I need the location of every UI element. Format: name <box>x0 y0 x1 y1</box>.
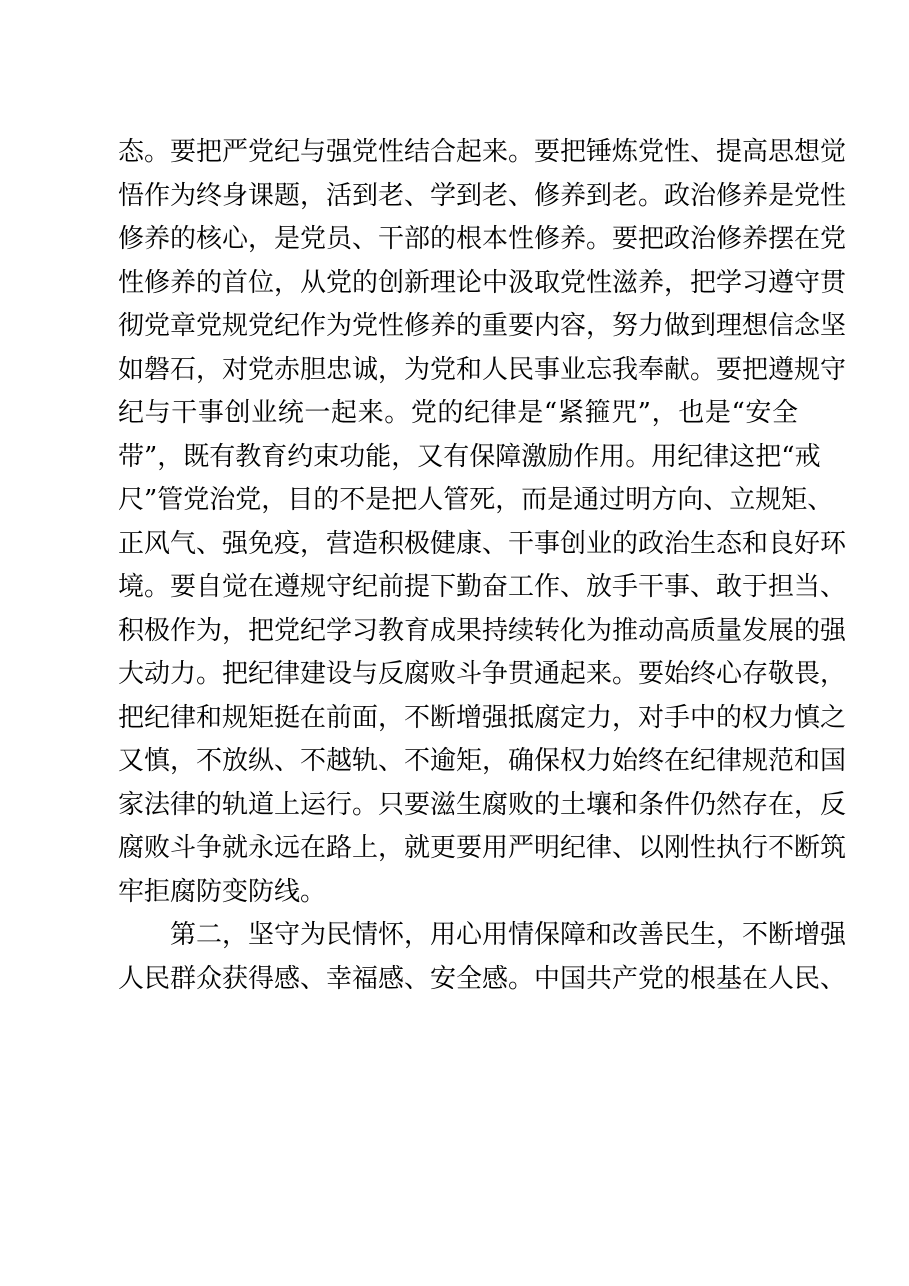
text-line: 把纪律和规矩挺在前面，不断增强抵腐定力，对手中的权力慎之 <box>118 702 847 733</box>
text-line: 境。要自觉在遵规守纪前提下勤奋工作、放手干事、敢于担当、 <box>118 572 847 602</box>
text-line-paragraph-start: 第二，坚守为民情怀，用心用情保障和改善民生，不断增强 <box>170 920 847 950</box>
text-line: 人民群众获得感、幸福感、安全感。中国共产党的根基在人民、 <box>118 963 847 994</box>
text-line: 家法律的轨道上运行。只要滋生腐败的土壤和条件仍然存在，反 <box>118 789 847 820</box>
text-line: 尺”管党治党，目的不是把人管死，而是通过明方向、立规矩、 <box>118 485 834 515</box>
text-line: 又慎，不放纵、不越轨、不逾矩，确保权力始终在纪律规范和国 <box>118 746 847 776</box>
text-line: 大动力。把纪律建设与反腐败斗争贯通起来。要始终心存敬畏， <box>118 659 847 689</box>
text-line-paragraph-end: 牢拒腐防变防线。 <box>118 876 327 907</box>
text-line: 正风气、强免疫，营造积极健康、干事创业的政治生态和良好环 <box>118 528 847 559</box>
text-line: 如磐石，对党赤胆忠诚，为党和人民事业忘我奉献。要把遵规守 <box>118 354 847 385</box>
text-line: 态。要把严党纪与强党性结合起来。要把锤炼党性、提高思想觉 <box>118 137 847 167</box>
body-text <box>118 131 847 1001</box>
text-line: 积极作为，把党纪学习教育成果持续转化为推动高质量发展的强 <box>118 615 847 646</box>
text-line: 性修养的首位，从党的创新理论中汲取党性滋养，把学习遵守贯 <box>118 267 847 298</box>
text-line: 腐败斗争就永远在路上，就更要用严明纪律、以刚性执行不断筑 <box>118 833 847 863</box>
text-line: 带”，既有教育约束功能，又有保障激励作用。用纪律这把“戒 <box>118 441 821 472</box>
text-line: 修养的核心，是党员、干部的根本性修养。要把政治修养摆在党 <box>118 224 847 254</box>
text-line: 纪与干事创业统一起来。党的纪律是“紧箍咒”，也是“安全 <box>118 398 798 428</box>
text-line: 彻党章党规党纪作为党性修养的重要内容，努力做到理想信念坚 <box>118 311 847 341</box>
text-line: 悟作为终身课题，活到老、学到老、修养到老。政治修养是党性 <box>118 180 847 211</box>
